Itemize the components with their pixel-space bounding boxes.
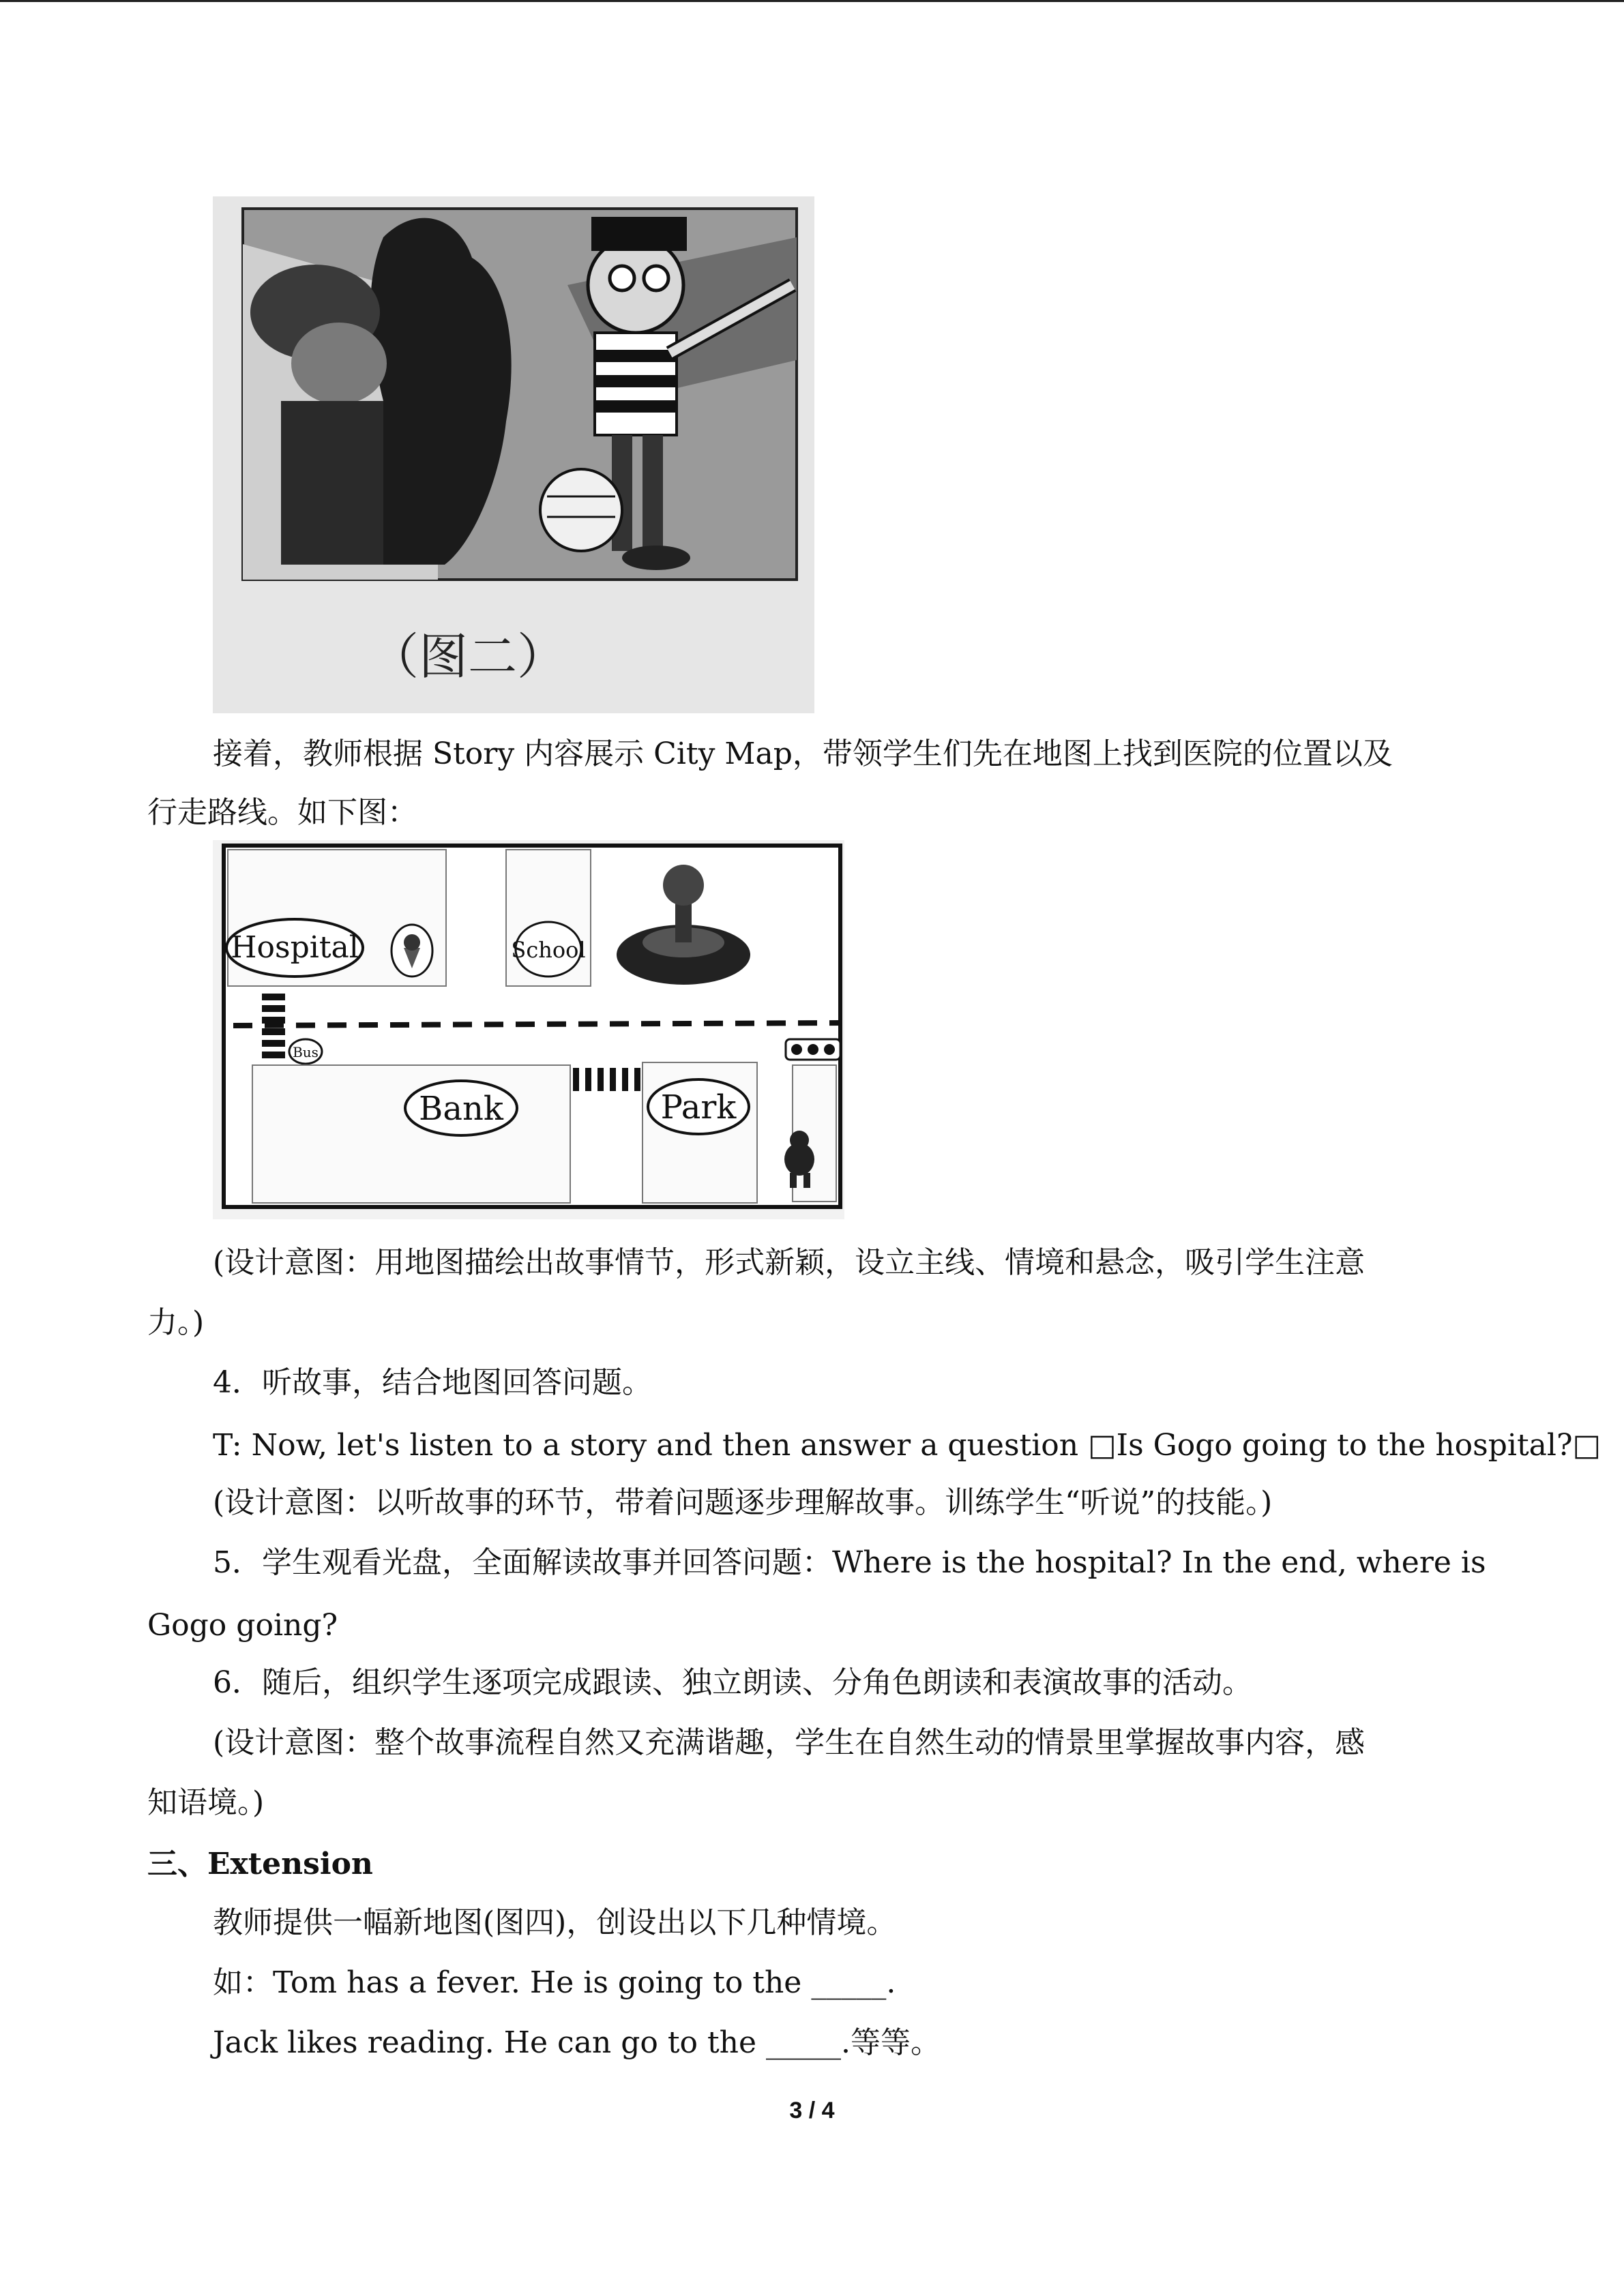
map-label-bank: Bank [419, 1090, 503, 1128]
figure-2-illustration [213, 196, 814, 713]
page-number: 3 / 4 [789, 2098, 835, 2123]
paragraph-design-intent-2: (设计意图：以听故事的环节，带着问题逐步理解故事。训练学生“听说”的技能。) [213, 1485, 1273, 1520]
paragraph-step-5-line1: 5．学生观看光盘，全面解读故事并回答问题：Where is the hospital? In the end, where is [213, 1545, 1486, 1580]
page-top-rule [0, 0, 1624, 2]
paragraph-teacher-question: T: Now, let's listen to a story and then answer a question □Is Gogo going to the hospital?□ [213, 1428, 1601, 1463]
paragraph-extension-intro: 教师提供一幅新地图(图四)，创设出以下几种情境。 [213, 1905, 897, 1940]
map-label-bus: Bus [293, 1044, 319, 1060]
section-heading-extension: 三、Extension [147, 1847, 373, 1881]
figure-2-caption: （图二） [370, 628, 567, 685]
paragraph-design-intent-1-line2: 力。) [147, 1305, 205, 1340]
city-map-figure [213, 840, 844, 1219]
paragraph-example-tom: 如：Tom has a fever. He is going to the _____. [213, 1965, 896, 2000]
map-label-park: Park [660, 1088, 737, 1127]
paragraph-design-intent-1-line1: (设计意图：用地图描绘出故事情节，形式新颖，设立主线、情境和悬念，吸引学生注意 [213, 1245, 1365, 1280]
paragraph-step-4: 4．听故事，结合地图回答问题。 [213, 1365, 652, 1400]
paragraph-step-6: 6．随后，组织学生逐项完成跟读、独立朗读、分角色朗读和表演故事的活动。 [213, 1665, 1252, 1700]
map-label-hospital: Hospital [231, 930, 359, 965]
traffic-light-icon [786, 1039, 840, 1060]
paragraph-design-intent-3-line1: (设计意图：整个故事流程自然又充满谐趣，学生在自然生动的情景里掌握故事内容，感 [213, 1725, 1365, 1760]
paragraph-design-intent-3-line2: 知语境。) [147, 1785, 265, 1820]
paragraph-map-intro-line1: 接着，教师根据 Story 内容展示 City Map，带领学生们先在地图上找到医院的位置以及 [213, 736, 1393, 771]
map-label-school: School [511, 937, 586, 963]
paragraph-step-5-line2: Gogo going? [147, 1608, 338, 1643]
paragraph-map-intro-line2: 行走路线。如下图： [147, 795, 417, 830]
paragraph-example-jack: Jack likes reading. He can go to the _____.等等。 [213, 2025, 941, 2060]
